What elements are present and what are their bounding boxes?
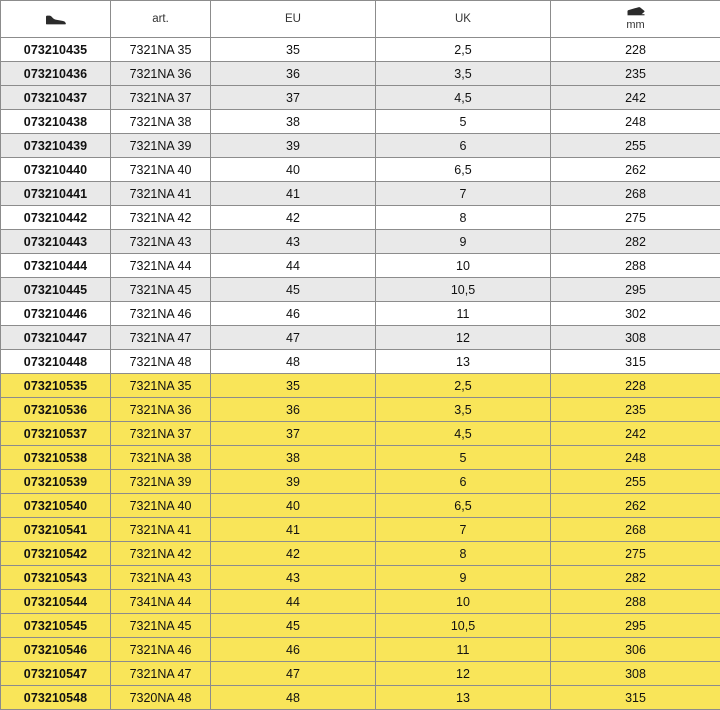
cell-art: 7321NA 35	[111, 38, 211, 62]
cell-mm: 235	[551, 398, 720, 422]
cell-uk: 10,5	[376, 278, 551, 302]
table-row	[1, 638, 720, 662]
column-header-eu	[211, 1, 376, 38]
table-row	[1, 326, 720, 350]
cell-eu: 35	[211, 374, 376, 398]
cell-art: 7321NA 35	[111, 374, 211, 398]
cell-eu: 48	[211, 686, 376, 710]
cell-code: 073210539	[1, 470, 111, 494]
cell-eu: 44	[211, 590, 376, 614]
cell-mm: 308	[551, 662, 720, 686]
cell-code: 073210446	[1, 302, 111, 326]
cell-mm: 262	[551, 158, 720, 182]
cell-eu: 36	[211, 62, 376, 86]
cell-mm: 275	[551, 542, 720, 566]
column-header-mm	[551, 1, 720, 38]
cell-art: 7321NA 46	[111, 638, 211, 662]
cell-code: 073210547	[1, 662, 111, 686]
cell-art: 7321NA 41	[111, 182, 211, 206]
cell-eu: 48	[211, 350, 376, 374]
cell-eu: 38	[211, 446, 376, 470]
cell-uk: 13	[376, 686, 551, 710]
cell-mm: 268	[551, 182, 720, 206]
cell-code: 073210447	[1, 326, 111, 350]
cell-uk: 10	[376, 590, 551, 614]
cell-eu: 47	[211, 326, 376, 350]
cell-code: 073210542	[1, 542, 111, 566]
cell-mm: 255	[551, 470, 720, 494]
cell-mm: 228	[551, 38, 720, 62]
cell-eu: 43	[211, 230, 376, 254]
cell-art: 7321NA 43	[111, 566, 211, 590]
cell-mm: 255	[551, 134, 720, 158]
cell-mm: 306	[551, 638, 720, 662]
table-row	[1, 182, 720, 206]
cell-art: 7321NA 42	[111, 206, 211, 230]
table-row	[1, 230, 720, 254]
table-row	[1, 86, 720, 110]
cell-art: 7321NA 38	[111, 446, 211, 470]
cell-mm: 295	[551, 614, 720, 638]
table-row	[1, 62, 720, 86]
cell-code: 073210545	[1, 614, 111, 638]
cell-uk: 3,5	[376, 398, 551, 422]
cell-eu: 46	[211, 638, 376, 662]
cell-art: 7321NA 36	[111, 62, 211, 86]
shoe-icon	[45, 13, 67, 25]
table-row	[1, 518, 720, 542]
cell-uk: 2,5	[376, 38, 551, 62]
cell-art: 7321NA 45	[111, 614, 211, 638]
table-row	[1, 470, 720, 494]
table-row	[1, 254, 720, 278]
cell-mm: 282	[551, 566, 720, 590]
cell-eu: 43	[211, 566, 376, 590]
cell-code: 073210442	[1, 206, 111, 230]
cell-uk: 9	[376, 566, 551, 590]
cell-code: 073210535	[1, 374, 111, 398]
table-row	[1, 398, 720, 422]
table-row	[1, 686, 720, 710]
cell-uk: 11	[376, 302, 551, 326]
table-row	[1, 38, 720, 62]
cell-code: 073210543	[1, 566, 111, 590]
cell-uk: 8	[376, 206, 551, 230]
cell-code: 073210536	[1, 398, 111, 422]
cell-eu: 44	[211, 254, 376, 278]
column-header-mm-label: mm	[626, 20, 644, 32]
cell-uk: 8	[376, 542, 551, 566]
table-row	[1, 158, 720, 182]
cell-code: 073210537	[1, 422, 111, 446]
table-row	[1, 446, 720, 470]
cell-mm: 235	[551, 62, 720, 86]
cell-code: 073210548	[1, 686, 111, 710]
cell-code: 073210546	[1, 638, 111, 662]
cell-code: 073210440	[1, 158, 111, 182]
cell-uk: 2,5	[376, 374, 551, 398]
cell-uk: 7	[376, 518, 551, 542]
table-row	[1, 422, 720, 446]
cell-mm: 275	[551, 206, 720, 230]
cell-uk: 5	[376, 110, 551, 134]
column-header-uk	[376, 1, 551, 38]
table-row	[1, 206, 720, 230]
cell-uk: 6	[376, 470, 551, 494]
cell-uk: 3,5	[376, 62, 551, 86]
table-header	[1, 1, 720, 38]
table-row	[1, 110, 720, 134]
cell-eu: 41	[211, 182, 376, 206]
cell-code: 073210538	[1, 446, 111, 470]
cell-eu: 42	[211, 206, 376, 230]
cell-mm: 288	[551, 254, 720, 278]
cell-uk: 9	[376, 230, 551, 254]
cell-art: 7321NA 39	[111, 134, 211, 158]
cell-uk: 12	[376, 662, 551, 686]
cell-uk: 13	[376, 350, 551, 374]
cell-eu: 40	[211, 494, 376, 518]
column-header-uk-label: UK	[455, 13, 471, 25]
table-body	[1, 38, 720, 710]
column-header-art	[111, 1, 211, 38]
table-row	[1, 590, 720, 614]
table-row	[1, 566, 720, 590]
cell-uk: 11	[376, 638, 551, 662]
cell-eu: 46	[211, 302, 376, 326]
cell-eu: 38	[211, 110, 376, 134]
cell-art: 7321NA 46	[111, 302, 211, 326]
table-row	[1, 494, 720, 518]
cell-code: 073210544	[1, 590, 111, 614]
cell-code: 073210541	[1, 518, 111, 542]
cell-eu: 42	[211, 542, 376, 566]
cell-code: 073210443	[1, 230, 111, 254]
cell-mm: 228	[551, 374, 720, 398]
table-row	[1, 350, 720, 374]
cell-eu: 36	[211, 398, 376, 422]
column-header-art-label: art.	[152, 13, 169, 25]
cell-uk: 10	[376, 254, 551, 278]
table-header-row	[1, 1, 720, 38]
cell-art: 7321NA 44	[111, 254, 211, 278]
cell-code: 073210448	[1, 350, 111, 374]
cell-art: 7321NA 39	[111, 470, 211, 494]
cell-code: 073210438	[1, 110, 111, 134]
table-row	[1, 302, 720, 326]
cell-code: 073210441	[1, 182, 111, 206]
cell-art: 7321NA 37	[111, 86, 211, 110]
cell-art: 7321NA 47	[111, 662, 211, 686]
cell-code: 073210445	[1, 278, 111, 302]
cell-eu: 39	[211, 470, 376, 494]
cell-art: 7321NA 47	[111, 326, 211, 350]
cell-mm: 315	[551, 350, 720, 374]
cell-eu: 45	[211, 614, 376, 638]
cell-mm: 282	[551, 230, 720, 254]
cell-code: 073210436	[1, 62, 111, 86]
cell-eu: 45	[211, 278, 376, 302]
cell-mm: 242	[551, 86, 720, 110]
cell-mm: 308	[551, 326, 720, 350]
cell-uk: 5	[376, 446, 551, 470]
cell-code: 073210540	[1, 494, 111, 518]
cell-art: 7321NA 40	[111, 494, 211, 518]
cell-mm: 295	[551, 278, 720, 302]
cell-mm: 262	[551, 494, 720, 518]
cell-uk: 4,5	[376, 86, 551, 110]
cell-eu: 35	[211, 38, 376, 62]
table-row	[1, 542, 720, 566]
cell-uk: 7	[376, 182, 551, 206]
table-row	[1, 614, 720, 638]
cell-eu: 39	[211, 134, 376, 158]
cell-uk: 6,5	[376, 158, 551, 182]
cell-art: 7341NA 44	[111, 590, 211, 614]
cell-art: 7321NA 43	[111, 230, 211, 254]
cell-art: 7321NA 45	[111, 278, 211, 302]
cell-art: 7321NA 42	[111, 542, 211, 566]
cell-uk: 6,5	[376, 494, 551, 518]
cell-art: 7321NA 38	[111, 110, 211, 134]
cell-mm: 248	[551, 446, 720, 470]
table-row	[1, 374, 720, 398]
cell-eu: 37	[211, 422, 376, 446]
cell-uk: 4,5	[376, 422, 551, 446]
cell-art: 7321NA 37	[111, 422, 211, 446]
cell-eu: 40	[211, 158, 376, 182]
cell-mm: 288	[551, 590, 720, 614]
ruler-icon	[626, 6, 646, 20]
cell-mm: 248	[551, 110, 720, 134]
column-header-eu-label: EU	[285, 13, 301, 25]
table-row	[1, 278, 720, 302]
cell-mm: 242	[551, 422, 720, 446]
column-header-code	[1, 1, 111, 38]
cell-mm: 302	[551, 302, 720, 326]
table-row	[1, 134, 720, 158]
cell-art: 7321NA 40	[111, 158, 211, 182]
cell-mm: 268	[551, 518, 720, 542]
cell-art: 7321NA 48	[111, 350, 211, 374]
cell-art: 7321NA 36	[111, 398, 211, 422]
cell-code: 073210435	[1, 38, 111, 62]
cell-mm: 315	[551, 686, 720, 710]
cell-uk: 10,5	[376, 614, 551, 638]
cell-code: 073210444	[1, 254, 111, 278]
cell-code: 073210437	[1, 86, 111, 110]
cell-eu: 41	[211, 518, 376, 542]
cell-uk: 12	[376, 326, 551, 350]
cell-eu: 47	[211, 662, 376, 686]
cell-art: 7320NA 48	[111, 686, 211, 710]
table-row	[1, 662, 720, 686]
cell-code: 073210439	[1, 134, 111, 158]
cell-art: 7321NA 41	[111, 518, 211, 542]
cell-uk: 6	[376, 134, 551, 158]
cell-eu: 37	[211, 86, 376, 110]
